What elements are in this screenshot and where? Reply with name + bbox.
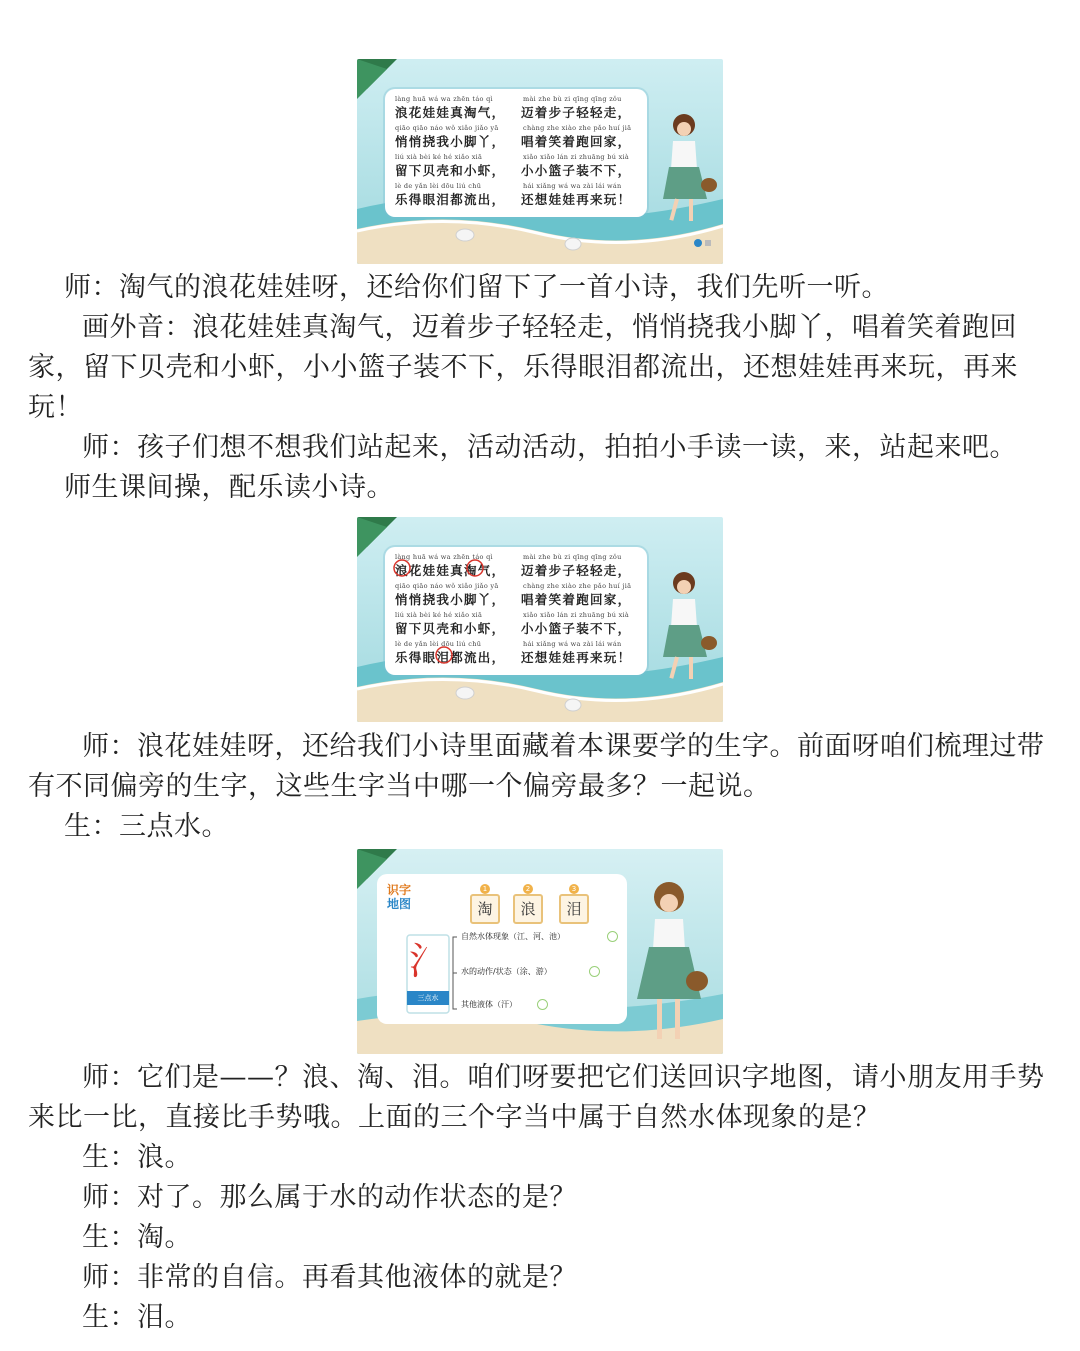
radical-glyph: 氵 [409, 939, 448, 983]
paragraph-activity: 师生课间操，配乐读小诗。 [64, 472, 394, 503]
highlight-circle-tao [467, 560, 483, 576]
hanzi-right: 还想娃娃再来玩！ [521, 192, 632, 207]
paragraph-student-3: 生：淘。 [82, 1222, 192, 1253]
hanzi-right: 小小篮子装不下， [521, 163, 632, 178]
pinyin-left: làng huā wá wa zhēn táo qì [395, 553, 493, 561]
card-number-1: 1 [480, 884, 490, 894]
paragraph-teacher-1: 师：淘气的浪花娃娃呀，还给你们留下了一首小诗，我们先听一听。 [64, 272, 889, 303]
pinyin-right: chàng zhe xiào zhe pǎo huí jiā [523, 124, 632, 132]
highlight-circle-lei [436, 647, 452, 663]
pinyin-left: qiāo qiāo náo wǒ xiǎo jiǎo yā [395, 124, 499, 132]
paragraph-student-4: 生：泪。 [82, 1302, 192, 1333]
hanzi-left: 乐得眼泪都流出， [395, 192, 506, 207]
poem-highlight-slide-image [357, 517, 723, 722]
hanzi-right: 唱着笑着跑回家， [521, 134, 632, 149]
paragraph-teacher-6: 师：非常的自信。再看其他液体的就是？ [82, 1262, 577, 1293]
literacy-map-title [387, 883, 411, 911]
pinyin-right: xiǎo xiǎo lán zi zhuāng bú xià [523, 153, 630, 161]
pinyin-right: hái xiǎng wá wa zài lái wán [523, 182, 622, 190]
category-other-liquid: 其他液体（汗） [461, 1000, 517, 1009]
hanzi-left: 留下贝壳和小虾， [395, 163, 506, 178]
category-ring-2 [589, 966, 600, 977]
char-card-lang: 浪 [513, 894, 543, 924]
pinyin-right: hái xiǎng wá wa zài lái wán [523, 640, 622, 648]
card-number-2: 2 [523, 884, 533, 894]
paragraph-teacher-4: 师：它们是——？浪、淘、泪。咱们呀要把它们送回识字地图，请小朋友用手势来比一比，直接比手势哦。上面的三个字当中属于自然水体现象的是？ [28, 1062, 1045, 1133]
hanzi-left: 浪花娃娃真淘气， [395, 105, 506, 120]
poem-line [385, 95, 647, 123]
poem-line [385, 182, 647, 210]
pinyin-right: xiǎo xiǎo lán zi zhuāng bú xià [523, 611, 630, 619]
pinyin-left: lè de yǎn lèi dōu liú chū [395, 182, 482, 190]
hanzi-left: 留下贝壳和小虾， [395, 621, 506, 636]
paragraph-student-1: 生：三点水。 [64, 811, 229, 842]
char-card-lei: 泪 [559, 894, 589, 924]
hanzi-left: 悄悄挠我小脚丫， [395, 592, 506, 607]
poem-line [385, 124, 647, 152]
map-title-line-1: 识字 [387, 883, 412, 897]
pinyin-left: làng huā wá wa zhēn táo qì [395, 95, 493, 103]
category-ring-3 [537, 999, 548, 1010]
literacy-map-slide-image [357, 849, 723, 1054]
card-number-3: 3 [569, 884, 579, 894]
category-water-action: 水的动作/状态（涂、游） [461, 967, 552, 976]
poem-slide-image [357, 59, 723, 264]
hanzi-right: 唱着笑着跑回家， [521, 592, 632, 607]
map-title-line-2: 地图 [387, 897, 412, 911]
pinyin-right: mài zhe bù zi qīng qīng zǒu [523, 95, 622, 103]
pinyin-right: mài zhe bù zi qīng qīng zǒu [523, 553, 622, 561]
hanzi-right: 小小篮子装不下， [521, 621, 632, 636]
paragraph-voiceover: 画外音：浪花娃娃真淘气，迈着步子轻轻走，悄悄挠我小脚丫，唱着笑着跑回家，留下贝壳和小虾，小小篮子装不下，乐得眼泪都流出，还想娃娃再来玩，再来玩！ [28, 312, 1018, 423]
radical-label: 三点水 [417, 994, 439, 1002]
category-ring-1 [607, 931, 618, 942]
pinyin-left: liú xià bèi ké hé xiǎo xiā [395, 153, 483, 161]
paragraph-teacher-5: 师：对了。那么属于水的动作状态的是？ [82, 1182, 577, 1213]
pinyin-right: chàng zhe xiào zhe pǎo huí jiā [523, 582, 632, 590]
hanzi-right: 还想娃娃再来玩！ [521, 650, 632, 665]
hanzi-left: 浪花娃娃真淘气， [395, 563, 506, 578]
hanzi-right: 迈着步子轻轻走， [521, 105, 632, 120]
hanzi-right: 迈着步子轻轻走， [521, 563, 632, 578]
paragraph-teacher-3: 师：浪花娃娃呀，还给我们小诗里面藏着本课要学的生字。前面呀咱们梳理过带有不同偏旁的生字，这些生字当中哪一个偏旁最多？一起说。 [28, 731, 1045, 802]
pinyin-left: qiāo qiāo náo wǒ xiǎo jiǎo yā [395, 582, 499, 590]
poem-line [385, 153, 647, 181]
category-natural-water: 自然水体现象（江、河、池） [461, 932, 565, 941]
pinyin-left: lè de yǎn lèi dōu liú chū [395, 640, 482, 648]
pinyin-left: liú xià bèi ké hé xiǎo xiā [395, 611, 483, 619]
highlight-circle-lang [394, 560, 410, 576]
poem-card [385, 547, 647, 675]
paragraph-teacher-2: 师：孩子们想不想我们站起来，活动活动，拍拍小手读一读，来，站起来吧。 [82, 432, 1017, 463]
highlight-circles [385, 547, 647, 675]
hanzi-left: 乐得眼泪都流出， [395, 650, 506, 665]
char-card-tao: 淘 [470, 894, 500, 924]
paragraph-student-2: 生：浪。 [82, 1142, 192, 1173]
poem-card [385, 89, 647, 217]
hanzi-left: 悄悄挠我小脚丫， [395, 134, 506, 149]
